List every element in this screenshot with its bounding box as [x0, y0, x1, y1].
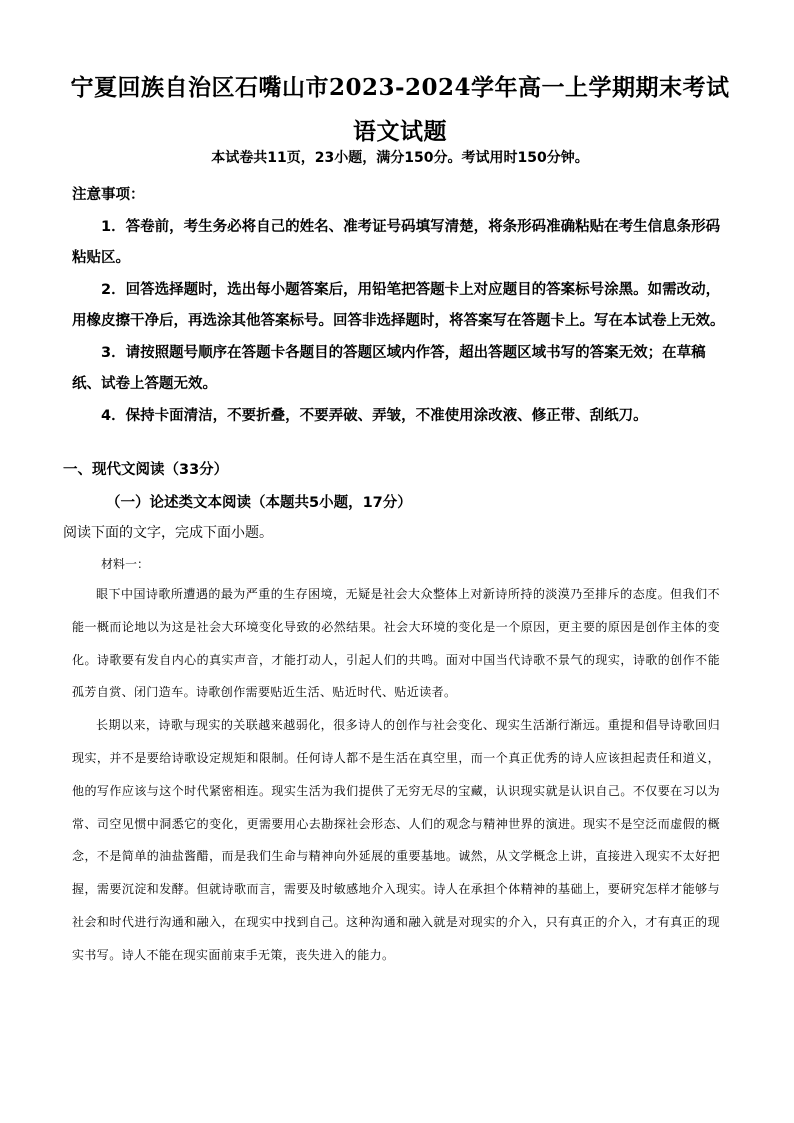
exam-intro: 本试卷共11页，23小题，满分150分。考试用时150分钟。: [211, 150, 589, 166]
notice-block: [72, 180, 732, 432]
paragraph: 长期以来，诗歌与现实的关联越来越弱化，很多诗人的创作与社会变化、现实生活渐行渐远。重提和倡导诗歌回归现实，并不是要给诗歌设定规矩和限制。任何诗人都不是生活在真空里，而一个真正优秀的诗人应该担起责任和道义，他的写作应该与这个时代紧密相连。现实生活为我们提供了无穷无尽的宝藏，认识现实就是认识自己。不仅要在习以为常、司空见惯中洞悉它的变化，更需要用心去勘探社会形态、人们的观念与精神世界的演进。现实不是空泛而虚假的概念，不是简单的油盐酱醋，而是我们生命与精神向外延展的重要基地。诚然，从文学概念上讲，直接进入现实不太好把握，需要沉淀和发酵。但就诗歌而言，需要及时敏感地介入现实。诗人在承担个体精神的基础上，要研究怎样才能够与社会和时代进行沟通和融入，在现实中找到自己。这种沟通和融入就是对现实的介入，只有真正的介入，才有真正的现实书写。诗人不能在现实面前束手无策，丧失进入的能力。: [72, 718, 720, 962]
material-text: [72, 578, 720, 972]
notice-item: 4．保持卡面清洁，不要折叠，不要弄破、弄皱，不准使用涂改液、修正带、刮纸刀。: [101, 407, 648, 424]
notice-item: 3．请按照题号顺序在答题卡各题目的答题区域内作答，超出答题区域书写的答案无效；在草稿纸、试卷上答题无效。: [72, 344, 706, 392]
notice-heading: 注意事项：: [72, 187, 145, 203]
material-label: 材料一：: [101, 557, 150, 571]
page-title: 宁夏回族自治区石嘴山市2023-2024学年高一上学期期末考试语文试题: [70, 74, 730, 145]
paragraph: 眼下中国诗歌所遭遇的最为严重的生存困境，无疑是社会大众整体上对新诗所持的淡漠乃至排斥的态度。但我们不能一概而论地以为这是社会大环境变化导致的必然结果。社会大环境的变化是一个原因，更主要的原因是创作主体的变化。诗歌要有发自内心的真实声音，才能打动人，引起人们的共鸣。面对中国当代诗歌不景气的现实，诗歌的创作不能孤芳自赏、闭门造车。诗歌创作需要贴近生活、贴近时代、贴近读者。: [72, 587, 720, 700]
subsection-heading: （一）论述类文本阅读（本题共5小题，17分）: [106, 495, 412, 511]
section-heading: 一、现代文阅读（33分）: [63, 462, 229, 478]
notice-item: 2．回答选择题时，选出每小题答案后，用铅笔把答题卡上对应题目的答案标号涂黑。如需改动，用橡皮擦干净后，再选涂其他答案标号。回答非选择题时，将答案写在答题卡上。写在本试卷上无效。: [72, 281, 725, 329]
reading-instruction: 阅读下面的文字，完成下面小题。: [63, 525, 273, 541]
notice-item: 1．答卷前，考生务必将自己的姓名、准考证号码填写清楚，将条形码准确粘贴在考生信息条形码粘贴区。: [72, 218, 721, 266]
